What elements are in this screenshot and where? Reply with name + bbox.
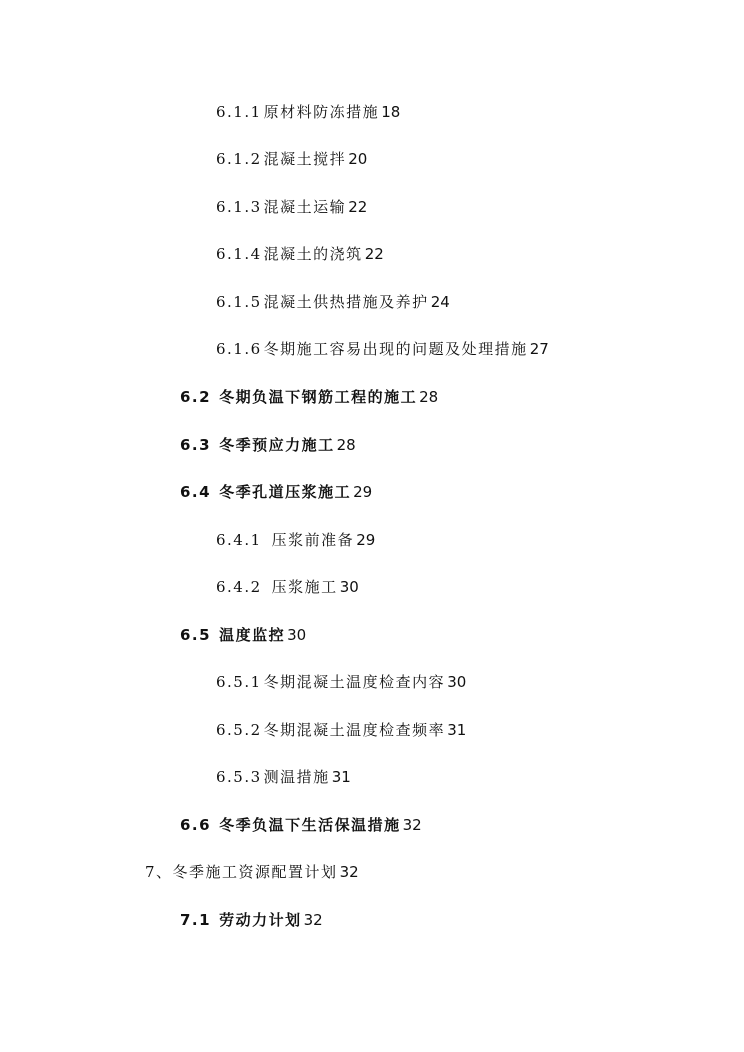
toc-title: 混凝土搅拌 <box>263 150 347 168</box>
toc-page-number: 30 <box>447 673 467 691</box>
toc-number: 6.2 <box>180 388 212 406</box>
toc-entry[interactable] <box>180 482 372 502</box>
toc-entry[interactable] <box>216 530 375 550</box>
toc-number: 6.3 <box>180 436 212 454</box>
toc-title: 冬期混凝土温度检查频率 <box>263 721 446 739</box>
toc-page-number: 28 <box>419 388 439 406</box>
toc-page-number: 31 <box>331 768 351 786</box>
toc-page-number: 30 <box>339 578 359 596</box>
toc-title: 冬期混凝土温度检查内容 <box>263 673 446 691</box>
toc-number: 7、 <box>145 863 173 881</box>
toc-title: 混凝土的浇筑 <box>263 245 363 263</box>
toc-number: 6.1.2 <box>216 150 262 168</box>
toc-number: 6.1.3 <box>216 198 262 216</box>
toc-page-number: 32 <box>339 863 359 881</box>
toc-number: 6.1.1 <box>216 103 262 121</box>
toc-number: 6.5.2 <box>216 721 262 739</box>
toc-entry[interactable] <box>216 767 351 787</box>
toc-entry[interactable] <box>216 197 367 217</box>
toc-number: 6.1.5 <box>216 293 262 311</box>
toc-entry[interactable] <box>180 435 356 455</box>
toc-page-number: 22 <box>348 198 368 216</box>
toc-page-number: 31 <box>447 721 467 739</box>
toc-title: 冬期负温下钢筋工程的施工 <box>219 388 418 406</box>
toc-entry[interactable] <box>216 672 466 692</box>
toc-title: 冬期施工容易出现的问题及处理措施 <box>263 340 528 358</box>
toc-entry[interactable] <box>180 815 422 835</box>
toc-page-number: 18 <box>381 103 401 121</box>
toc-number: 6.4.2 <box>216 578 262 596</box>
toc-number: 6.4.1 <box>216 531 262 549</box>
toc-page-number: 28 <box>336 436 356 454</box>
toc-number: 7.1 <box>180 911 212 929</box>
toc-number: 6.5 <box>180 626 212 644</box>
toc-entry[interactable] <box>216 720 466 740</box>
toc-page-number: 20 <box>348 150 368 168</box>
toc-entry[interactable] <box>216 292 450 312</box>
toc-title: 冬季施工资源配置计划 <box>172 863 338 881</box>
toc-entry[interactable] <box>216 102 400 122</box>
toc-page-number: 24 <box>430 293 450 311</box>
toc-entry[interactable] <box>216 577 359 597</box>
toc-title: 冬季预应力施工 <box>219 436 335 454</box>
toc-entry[interactable] <box>180 387 438 407</box>
toc-page-number: 29 <box>353 483 373 501</box>
toc-number: 6.1.6 <box>216 340 262 358</box>
toc-title: 劳动力计划 <box>219 911 302 929</box>
toc-page-number: 22 <box>364 245 384 263</box>
toc-title: 混凝土供热措施及养护 <box>263 293 429 311</box>
toc-number: 6.5.1 <box>216 673 262 691</box>
toc-entry[interactable] <box>145 862 359 882</box>
toc-title: 压浆施工 <box>271 578 338 596</box>
toc-entry[interactable] <box>216 244 384 264</box>
toc-number: 6.6 <box>180 816 212 834</box>
toc-page-number: 30 <box>287 626 307 644</box>
toc-title: 冬季负温下生活保温措施 <box>219 816 401 834</box>
toc-page-number: 32 <box>402 816 422 834</box>
toc-entry[interactable] <box>216 149 367 169</box>
toc-page-number: 32 <box>303 911 323 929</box>
toc-entry[interactable] <box>216 339 549 359</box>
toc-title: 原材料防冻措施 <box>263 103 380 121</box>
toc-entry[interactable] <box>180 625 306 645</box>
toc-number: 6.4 <box>180 483 212 501</box>
toc-page-number: 29 <box>356 531 376 549</box>
toc-title: 温度监控 <box>219 626 286 644</box>
toc-page-number: 27 <box>529 340 549 358</box>
toc-number: 6.1.4 <box>216 245 262 263</box>
toc-title: 测温措施 <box>263 768 330 786</box>
toc-title: 冬季孔道压浆施工 <box>219 483 352 501</box>
toc-number: 6.5.3 <box>216 768 262 786</box>
toc-entry[interactable] <box>180 910 323 930</box>
toc-title: 混凝土运输 <box>263 198 347 216</box>
toc-title: 压浆前准备 <box>271 531 355 549</box>
